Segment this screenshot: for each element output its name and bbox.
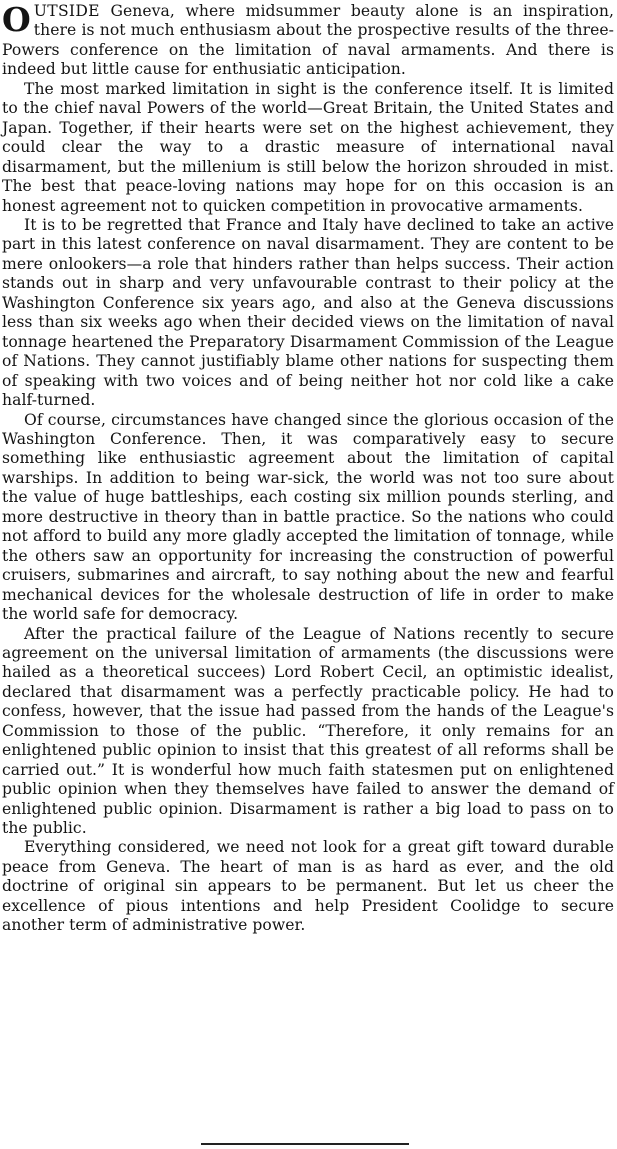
article-paragraph-6: Everything considered, we need not look for a great gift toward durable peace from Geneva. The heart of man is as hard as ever, and the old doctrine of original sin appears to be permanent. But let us cheer the excellence of pious intentions and help President Coolidge to secure another term of administrative power. (2, 838, 614, 935)
article-paragraph-2: The most marked limitation in sight is the conference itself. It is limited to the chief naval Powers of the world—Great Britain, the United States and Japan. Together, if their hearts were set on the highest achievement, they could clear the way to a drastic measure of international naval disarmament, but the millenium is still below the horizon shrouded in mist. The best that peace-loving nations may hope for on this occasion is an honest agreement not to quicken competition in provocative armaments. (2, 79, 614, 215)
article-paragraph-5: After the practical failure of the League of Nations recently to secure agreement on the universal limitation of armaments (the discussions were hailed as a theoretical succees) Lord Robert Cecil, an optimistic idealist, declared that disarmament was a perfectly practicable policy. He had to confess, however, that the issue had passed from the hands of the League's Commission to those of the public. “Therefore, it only remains for an enlightened public opinion to insist that this greatest of all reforms shall be carried out.” It is wonderful how much faith statesmen put on enlightened public opinion when they themselves have failed to answer the demand of enlightened public opinion. Disarmament is rather a big load to pass on to the public. (2, 624, 614, 838)
end-rule-divider (201, 1143, 409, 1145)
drop-cap: O (2, 0, 31, 39)
paragraph-text: Geneva, where midsummer beauty alone is an inspiration, there is not much enthusiasm about the prospective results of the three-Powers conference on the limitation of naval armaments. And there is indeed but little cause for enthusiatic anticipation. (2, 2, 614, 79)
article-paragraph-3: It is to be regretted that France and Italy have declined to take an active part in this latest conference on naval disarmament. They are content to be mere onlookers—a role that hinders rather than helps success. Their action stands out in sharp and very unfavourable contrast to their policy at the Washington Conference six years ago, and also at the Geneva discussions less than six weeks ago when their decided views on the limitation of naval tonnage heartened the Preparatory Disarmament Commission of the League of Nations. They cannot justifiably blame other nations for suspecting them of speaking with two voices and of being neither hot nor cold like a cake half-turned. (2, 215, 614, 410)
lead-in-word: UTSIDE (33, 2, 100, 20)
article-paragraph-1 (2, 2, 614, 80)
article-body (2, 2, 614, 936)
article-paragraph-4: Of course, circumstances have changed since the glorious occasion of the Washington Conference. Then, it was comparatively easy to secure something like enthusiastic agreement about the limitation of capital warships. In addition to being war-sick, the world was not too sure about the value of huge battleships, each costing six million pounds sterling, and more destructive in theory than in battle practice. So the nations who could not afford to build any more gladly accepted the limitation of tonnage, while the others saw an opportunity for increasing the construction of powerful cruisers, submarines and aircraft, to say nothing about the new and fearful mechanical devices for the wholesale destruction of life in order to make the world safe for democracy. (2, 410, 614, 624)
